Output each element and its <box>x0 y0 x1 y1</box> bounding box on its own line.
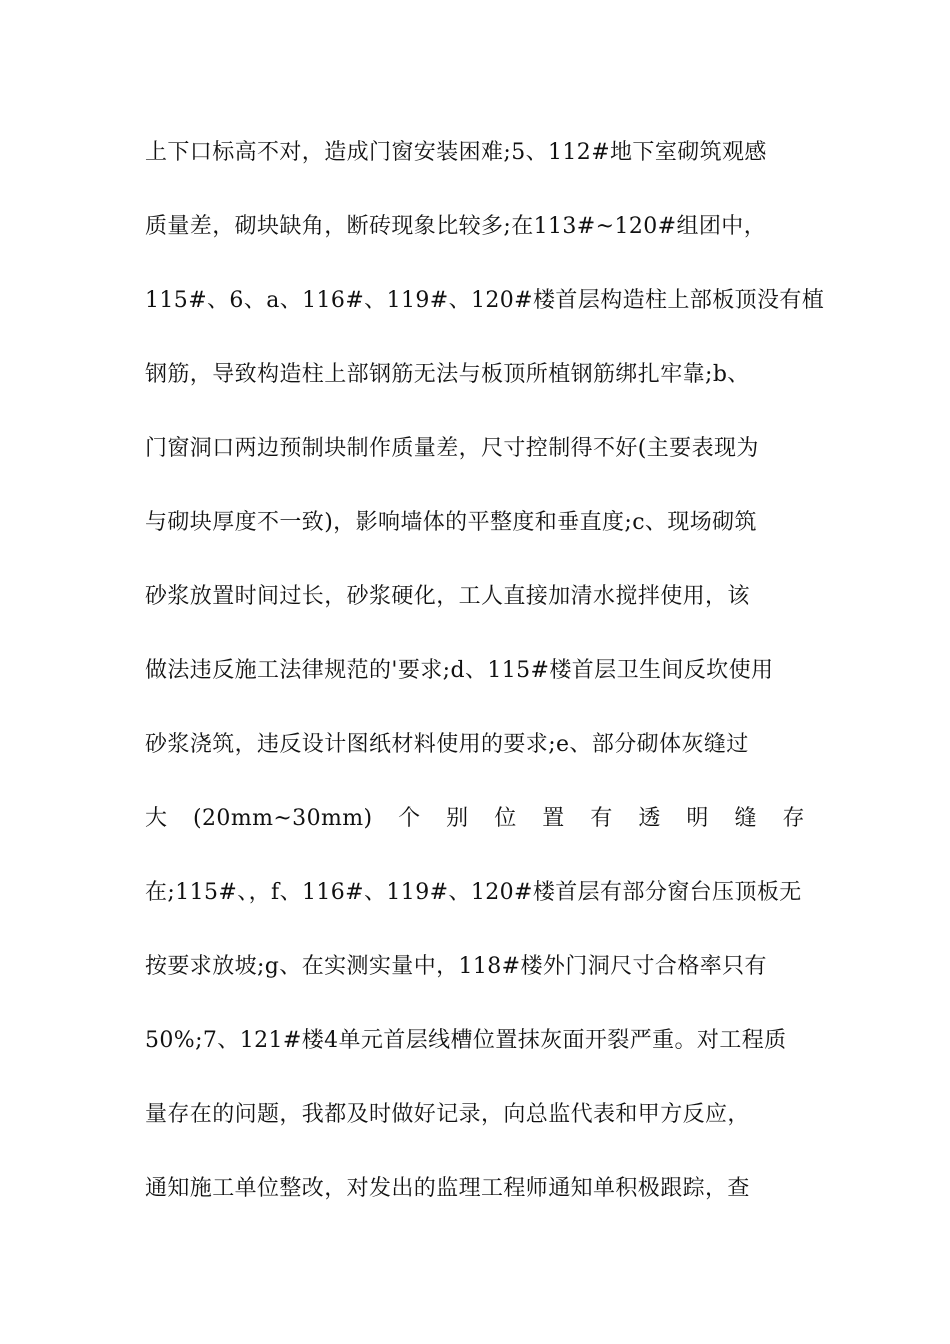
text-line: 钢筋，导致构造柱上部钢筋无法与板顶所植钢筋绑扎牢靠;b、 <box>145 362 750 387</box>
text-line: 质量差，砌块缺角，断砖现象比较多;在113#~120#组团中， <box>145 214 767 239</box>
text-line: 做法违反施工法律规范的'要求;d、115#楼首层卫生间反坎使用 <box>145 658 774 683</box>
word: 个 <box>398 806 421 831</box>
word: 别 <box>446 806 469 831</box>
text-line-justified <box>145 799 805 873</box>
word: 明 <box>686 806 709 831</box>
body-text <box>145 133 825 1243</box>
word: 透 <box>638 806 661 831</box>
word: (20mm~30mm) <box>193 806 373 831</box>
word: 缝 <box>734 806 757 831</box>
text-line: 量存在的问题，我都及时做好记录，向总监代表和甲方反应， <box>145 1102 750 1127</box>
text-line: 在;115#、，f、116#、119#、120#楼首层有部分窗台压顶板无 <box>145 880 802 905</box>
text-line: 上下口标高不对，造成门窗安装困难;5、112#地下室砌筑观感 <box>145 140 767 165</box>
word: 有 <box>590 806 613 831</box>
word: 存 <box>782 806 805 831</box>
text-line: 砂浆浇筑，违反设计图纸材料使用的要求;e、部分砌体灰缝过 <box>145 732 749 757</box>
word: 大 <box>145 806 168 831</box>
text-line: 与砌块厚度不一致)，影响墙体的平整度和垂直度;c、现场砌筑 <box>145 510 757 535</box>
text-line: 按要求放坡;g、在实测实量中，118#楼外门洞尺寸合格率只有 <box>145 954 767 979</box>
text-line: 通知施工单位整改，对发出的监理工程师通知单积极跟踪，查 <box>145 1176 750 1201</box>
text-line: 门窗洞口两边预制块制作质量差，尺寸控制得不好(主要表现为 <box>145 436 759 461</box>
word: 位 <box>494 806 517 831</box>
text-line: 砂浆放置时间过长，砂浆硬化，工人直接加清水搅拌使用，该 <box>145 584 750 609</box>
word: 置 <box>542 806 565 831</box>
text-line: 50%;7、121#楼4单元首层线槽位置抹灰面开裂严重。对工程质 <box>145 1028 787 1053</box>
text-line: 115#、6、a、116#、119#、120#楼首层构造柱上部板顶没有植 <box>145 288 825 313</box>
